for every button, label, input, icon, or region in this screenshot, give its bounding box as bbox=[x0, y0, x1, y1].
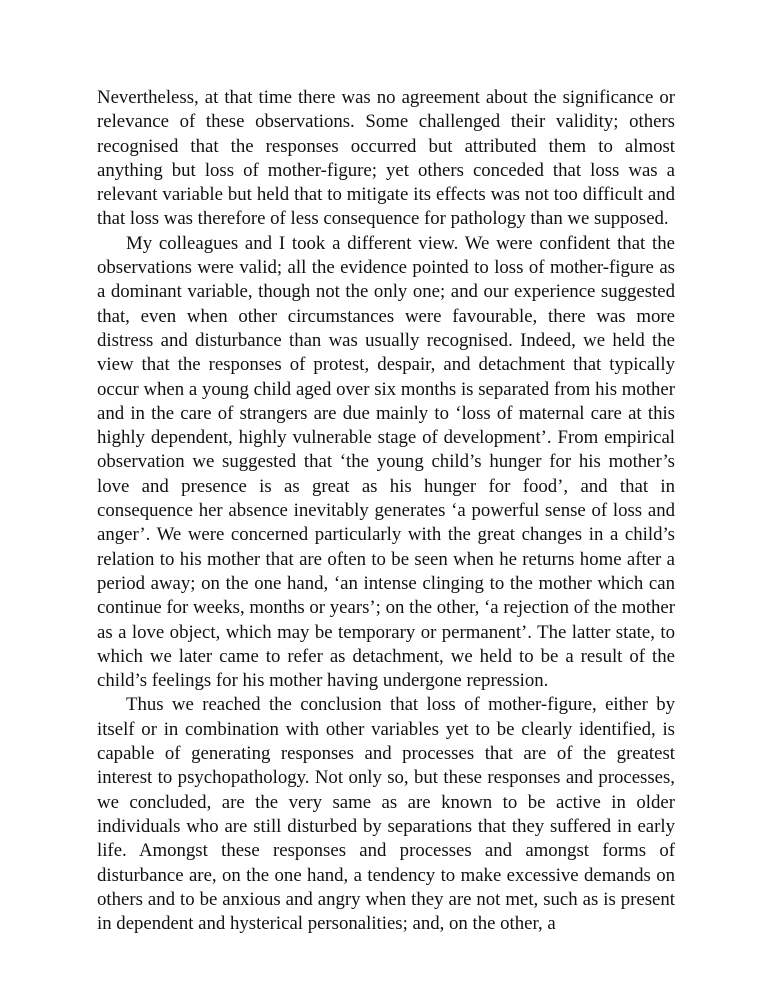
document-page bbox=[97, 86, 675, 936]
paragraph-3: Thus we reached the conclusion that loss of mother-figure, either by itself or in combination with other variables yet to be clearly identified, is capable of generating responses and processes that are of the greatest interest to psychopathology. Not only so, but these responses and processes, we concluded, are the very same as are known to be active in older individuals who are still disturbed by separations that they suffered in early life. Amongst these responses and processes and amongst forms of disturbance are, on the one hand, a tendency to make excessive demands on others and to be anxious and angry when they are not met, such as is present in dependent and hysterical personalities; and, on the other, a bbox=[97, 694, 675, 935]
paragraph-1: Nevertheless, at that time there was no agreement about the significance or relevance of these observations. Some challenged their validity; others recognised that the responses occurred but attributed them to almost anything but loss of mother-figure; yet others conceded that loss was a relevant variable but held that to mitigate its effects was not too difficult and that loss was therefore of less consequence for pathology than we supposed. bbox=[97, 87, 675, 230]
paragraph-2: My colleagues and I took a different view. We were confident that the observations were valid; all the evidence pointed to loss of mother-figure as a dominant variable, though not the only one; and our experience suggested that, even when other circumstances were favourable, there was more distress and disturbance than was usually recognised. Indeed, we held the view that the responses of protest, despair, and detachment that typically occur when a young child aged over six months is separated from his mother and in the care of strangers are due mainly to ‘loss of maternal care at this highly dependent, highly vulnerable stage of development’. From empirical observation we suggested that ‘the young child’s hunger for his mother’s love and presence is as great as his hunger for food’, and that in consequence her absence inevitably generates ‘a powerful sense of loss and anger’. We were concerned particularly with the great changes in a child’s relation to his mother that are often to be seen when he returns home after a period away; on the one hand, ‘an intense clinging to the mother which can continue for weeks, months or years’; on the other, ‘a rejection of the mother as a love object, which may be temporary or permanent’. The latter state, to which we later came to refer as detachment, we held to be a result of the child’s feelings for his mother having undergone repression. bbox=[97, 232, 675, 692]
